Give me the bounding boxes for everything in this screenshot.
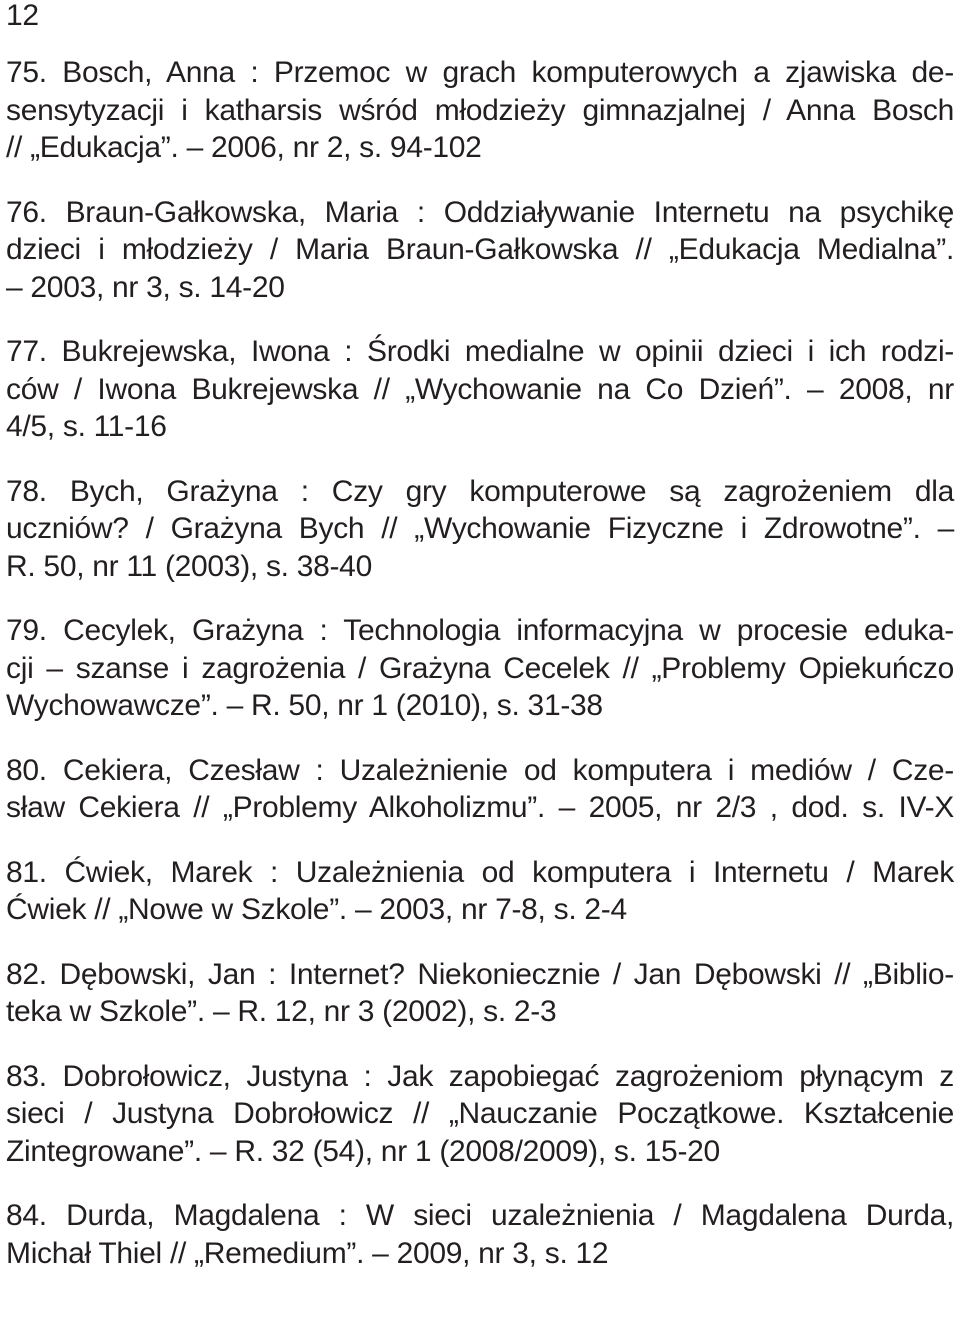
entry-line: teka w Szkole”. – R. 12, nr 3 (2002), s. 2-3 [6,995,557,1028]
bibliography-entry-77 [6,333,954,446]
entry-line: Zintegrowane”. – R. 32 (54), nr 1 (2008/2009), s. 15-20 [6,1134,720,1168]
bibliography-entry-80 [6,752,954,827]
entry-line: dzieci i młodzieży / Maria Braun-Gałkowska // „Edukacja Medialna”. [6,233,954,266]
bibliography-entry-79 [6,612,954,725]
entry-line: // „Edukacja”. – 2006, nr 2, s. 94-102 [6,131,482,164]
entry-line: sensytyzacji i katharsis wśród młodzieży gimnazjalnej / Anna Bosch [6,93,954,127]
entry-line: 76. Braun-Gałkowska, Maria : Oddziaływanie Internetu na psychikę [6,195,954,229]
bibliography-list [6,54,954,1299]
entry-line: – 2003, nr 3, s. 14-20 [6,270,285,304]
entry-line: 4/5, s. 11-16 [6,410,167,443]
entry-line: 77. Bukrejewska, Iwona : Środki medialne w opinii dzieci i ich rodzi- [6,335,954,368]
bibliography-entry-75 [6,54,954,167]
bibliography-entry-76 [6,194,954,307]
entry-line: 75. Bosch, Anna : Przemoc w grach komputerowych a zjawiska de- [6,56,954,89]
entry-line: Michał Thiel // „Remedium”. – 2009, nr 3, s. 12 [6,1236,609,1270]
bibliography-entry-81 [6,854,954,929]
entry-line: cji – szanse i zagrożenia / Grażyna Cecelek // „Problemy Opiekuńczo [6,651,954,685]
entry-line: Ćwiek // „Nowe w Szkole”. – 2003, nr 7-8, s. 2-4 [6,893,627,926]
entry-line: sław Cekiera // „Problemy Alkoholizmu”. – 2005, nr 2/3 , dod. s. IV-X [6,791,954,824]
entry-line: 80. Cekiera, Czesław : Uzależnienie od komputera i mediów / Cze- [6,753,954,787]
entry-line: 81. Ćwiek, Marek : Uzależnienia od komputera i Internetu / Marek [6,855,954,889]
page-number: 12 [6,0,39,32]
entry-line: 79. Cecylek, Grażyna : Technologia informacyjna w procesie eduka- [6,614,954,647]
bibliography-entry-83 [6,1058,954,1171]
bibliography-entry-82 [6,956,954,1031]
entry-line: ców / Iwona Bukrejewska // „Wychowanie na Co Dzień”. – 2008, nr [6,372,954,406]
entry-line: Wychowawcze”. – R. 50, nr 1 (2010), s. 31-38 [6,689,603,722]
bibliography-entry-78 [6,473,954,586]
bibliography-entry-84 [6,1197,954,1272]
entry-line: 78. Bych, Grażyna : Czy gry komputerowe są zagrożeniem dla [6,474,954,508]
entry-line: sieci / Justyna Dobrołowicz // „Nauczanie Początkowe. Kształcenie [6,1097,954,1130]
entry-line: uczniów? / Grażyna Bych // „Wychowanie Fizyczne i Zdrowotne”. – [6,512,954,545]
entry-line: 84. Durda, Magdalena : W sieci uzależnienia / Magdalena Durda, [6,1199,954,1232]
entry-line: 82. Dębowski, Jan : Internet? Niekoniecznie / Jan Dębowski // „Biblio- [6,957,954,991]
entry-line: 83. Dobrołowicz, Justyna : Jak zapobiegać zagrożeniom płynącym z [6,1059,954,1093]
entry-line: R. 50, nr 11 (2003), s. 38-40 [6,549,372,583]
